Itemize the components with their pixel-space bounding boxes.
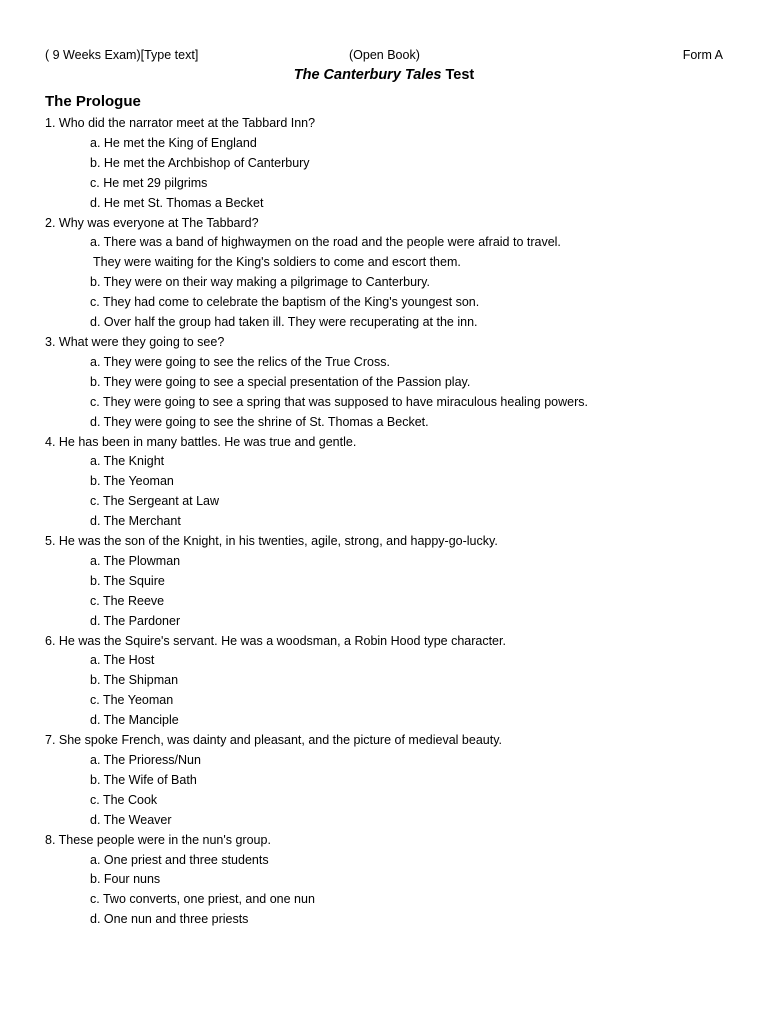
answer-option: a. The Plowman bbox=[90, 553, 181, 568]
answer-option: a. He met the King of England bbox=[90, 135, 257, 150]
page-header bbox=[45, 46, 723, 64]
answer-option: c. The Yeoman bbox=[90, 693, 174, 708]
answer-option: a. The Prioress/Nun bbox=[90, 753, 201, 767]
answer-option: b. The Shipman bbox=[90, 673, 179, 688]
answer-option: b. The Wife of Bath bbox=[90, 772, 197, 787]
answer-option: a. There was a band of highwaymen on the road and the people were afraid to travel. bbox=[90, 235, 561, 250]
answer-option: c. The Cook bbox=[90, 792, 158, 807]
answer-option: c. He met 29 pilgrims bbox=[90, 175, 208, 190]
question-list bbox=[45, 114, 735, 930]
header-left-text: ( 9 Weeks Exam)[Type text] bbox=[45, 48, 199, 62]
question-text: 6. He was the Squire's servant. He was a woodsman, a Robin Hood type character. bbox=[45, 633, 506, 648]
question-text: 1. Who did the narrator meet at the Tabbard Inn? bbox=[45, 116, 316, 130]
question-text: 5. He was the son of the Knight, in his twenties, agile, strong, and happy-go-lucky. bbox=[45, 534, 498, 549]
question bbox=[45, 114, 735, 214]
question-text: 7. She spoke French, was dainty and pleasant, and the picture of medieval beauty. bbox=[45, 733, 502, 748]
question bbox=[45, 831, 735, 931]
question bbox=[45, 532, 735, 632]
answer-option: b. They were on their way making a pilgrimage to Canterbury. bbox=[90, 275, 430, 290]
answer-option: b. The Yeoman bbox=[90, 474, 174, 489]
question-text: 3. What were they going to see? bbox=[45, 334, 225, 349]
header-center-text: (Open Book) bbox=[349, 48, 420, 62]
title-italic: The Canterbury Tales bbox=[293, 67, 442, 83]
header-right-text: Form A bbox=[682, 48, 723, 62]
answer-option: d. One nun and three priests bbox=[90, 912, 249, 927]
question bbox=[45, 731, 735, 831]
answer-option: b. Four nuns bbox=[90, 872, 161, 887]
answer-option: d. Over half the group had taken ill. They were recuperating at the inn. bbox=[90, 315, 478, 330]
answer-option-continuation: They were waiting for the King's soldiers to come and escort them. bbox=[93, 255, 461, 270]
question-text: 4. He has been in many battles. He was true and gentle. bbox=[45, 434, 357, 449]
title-rest: Test bbox=[441, 67, 475, 83]
answer-option: a. The Knight bbox=[90, 454, 165, 469]
question bbox=[45, 333, 735, 433]
document-title bbox=[0, 65, 768, 85]
answer-option: d. The Merchant bbox=[90, 514, 181, 529]
question bbox=[45, 433, 735, 533]
answer-option: a. The Host bbox=[90, 653, 155, 668]
answer-option: a. They were going to see the relics of the True Cross. bbox=[90, 354, 390, 369]
answer-option: b. They were going to see a special presentation of the Passion play. bbox=[90, 374, 471, 389]
answer-option: c. The Sergeant at Law bbox=[90, 494, 220, 509]
answer-option: c. Two converts, one priest, and one nun bbox=[90, 892, 315, 907]
answer-option: b. He met the Archbishop of Canterbury bbox=[90, 155, 310, 170]
question-text: 8. These people were in the nun's group. bbox=[45, 832, 271, 847]
question-text: 2. Why was everyone at The Tabbard? bbox=[45, 215, 259, 230]
answer-option: d. They were going to see the shrine of St. Thomas a Becket. bbox=[90, 414, 429, 429]
answer-option: d. The Weaver bbox=[90, 812, 172, 827]
section-heading: The Prologue bbox=[45, 93, 141, 110]
answer-option: a. One priest and three students bbox=[90, 852, 269, 867]
question bbox=[45, 632, 735, 732]
answer-option: b. The Squire bbox=[90, 573, 165, 588]
answer-option: d. The Manciple bbox=[90, 713, 179, 728]
answer-option: d. He met St. Thomas a Becket bbox=[90, 195, 264, 210]
question bbox=[45, 214, 735, 333]
answer-option: c. They were going to see a spring that was supposed to have miraculous healing powers. bbox=[90, 394, 588, 409]
answer-option: d. The Pardoner bbox=[90, 613, 181, 628]
answer-option: c. The Reeve bbox=[90, 593, 165, 608]
answer-option: c. They had come to celebrate the baptism of the King's youngest son. bbox=[90, 295, 480, 310]
